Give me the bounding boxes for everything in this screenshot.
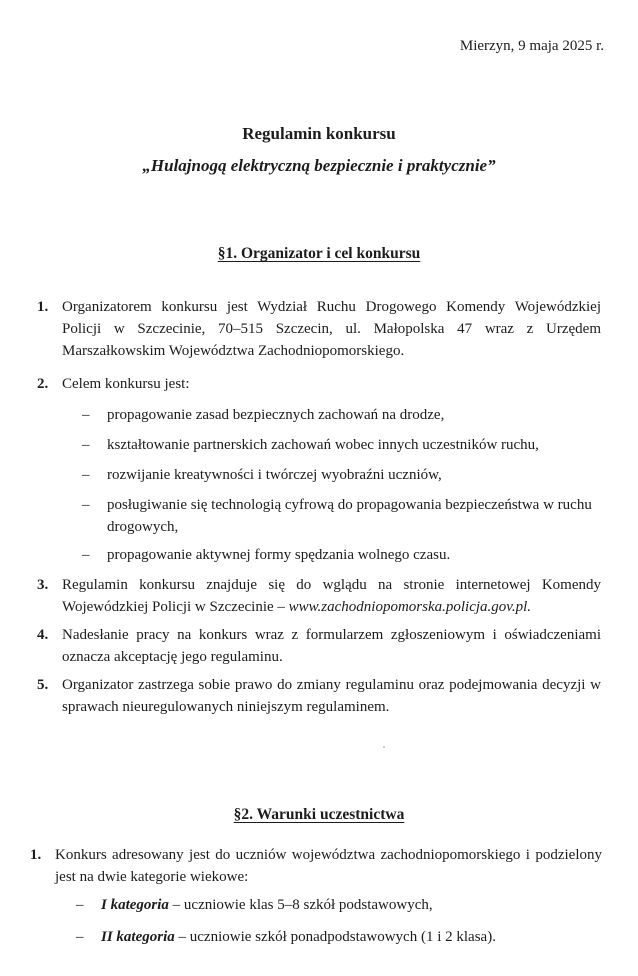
goal-text: rozwijanie kreatywności i twórczej wyobraźni uczniów, bbox=[107, 467, 442, 483]
dash-bullet: – bbox=[82, 407, 90, 423]
goal-text: posługiwanie się technologią cyfrową do propagowania bezpieczeństwa w ruchu drogowych, bbox=[107, 497, 592, 535]
document-subtitle: „Hulajnogą elektryczną bezpiecznie i praktycznie” bbox=[142, 156, 496, 175]
scan-speck bbox=[383, 746, 385, 748]
item-text: Organizatorem konkursu jest Wydział Ruchu Drogowego Komendy Wojewódzkiej Policji w Szczecinie, 70–515 Szczecin, ul. Małopolska 47 wraz z Urzędem Marszałkowskim Województwa Zachodniopomorskiego. bbox=[62, 299, 601, 359]
item-text-main: Regulamin konkursu znajduje się do wglądu na stronie internetowej Komendy Wojewódzkiej Policji w Szczecinie – bbox=[62, 577, 601, 615]
category-text bbox=[101, 926, 602, 948]
section-2-item-1 bbox=[30, 844, 602, 888]
item-text: Organizator zastrzega sobie prawo do zmiany regulaminu oraz podejmowania decyzji w sprawach nieuregulowanych niniejszym regulaminem. bbox=[62, 677, 601, 715]
item-number: 1. bbox=[30, 847, 42, 863]
category-label: II kategoria bbox=[101, 929, 175, 945]
goal-text: propagowanie zasad bezpiecznych zachowań na drodze, bbox=[107, 407, 445, 423]
section-1-heading: §1. Organizator i cel konkursu bbox=[217, 245, 421, 262]
section-1-item-3 bbox=[37, 574, 601, 618]
item-number: 4. bbox=[37, 627, 49, 643]
goal-text: kształtowanie partnerskich zachowań wobec innych uczestników ruchu, bbox=[107, 437, 539, 453]
dash-bullet: – bbox=[82, 437, 90, 453]
item-text bbox=[62, 574, 601, 618]
section-1-item-5 bbox=[37, 674, 601, 718]
item-number: 1. bbox=[37, 299, 49, 315]
goal-list-item bbox=[82, 464, 602, 486]
category-list-item bbox=[76, 894, 602, 916]
dash-bullet: – bbox=[82, 547, 90, 563]
section-1-item-1 bbox=[37, 296, 601, 362]
dash-bullet: – bbox=[76, 929, 84, 945]
section-1-item-4 bbox=[37, 624, 601, 668]
item-number: 3. bbox=[37, 577, 49, 593]
goal-text: propagowanie aktywnej formy spędzania wolnego czasu. bbox=[107, 547, 451, 563]
category-label: I kategoria bbox=[101, 897, 169, 913]
goal-list-item bbox=[82, 544, 602, 566]
goal-list-item bbox=[82, 434, 602, 456]
item-text: Konkurs adresowany jest do uczniów województwa zachodniopomorskiego i podzielony jest na dwie kategorie wiekowe: bbox=[55, 847, 602, 885]
goal-list-item bbox=[82, 404, 602, 426]
dash-bullet: – bbox=[82, 467, 90, 483]
section-2-heading: §2. Warunki uczestnictwa bbox=[233, 806, 405, 823]
website-link[interactable]: www.zachodniopomorska.policja.gov.pl. bbox=[288, 599, 531, 615]
item-number: 5. bbox=[37, 677, 49, 693]
dash-bullet: – bbox=[76, 897, 84, 913]
item-number: 2. bbox=[37, 376, 49, 392]
item-text: Celem konkursu jest: bbox=[62, 376, 190, 392]
document-date: Mierzyn, 9 maja 2025 r. bbox=[459, 38, 604, 54]
goal-list-item bbox=[82, 494, 602, 538]
category-list-item bbox=[76, 926, 602, 948]
document-title: Regulamin konkursu bbox=[242, 124, 396, 143]
category-description: – uczniowie szkół ponadpodstawowych (1 i 2 klasa). bbox=[174, 929, 496, 945]
item-text: Nadesłanie pracy na konkurs wraz z formularzem zgłoszeniowym i oświadczeniami oznacza akceptację jego regulaminu. bbox=[62, 627, 601, 665]
dash-bullet: – bbox=[82, 497, 90, 513]
section-1-item-2 bbox=[37, 373, 601, 395]
category-text bbox=[101, 894, 602, 916]
category-description: – uczniowie klas 5–8 szkół podstawowych, bbox=[168, 897, 433, 913]
